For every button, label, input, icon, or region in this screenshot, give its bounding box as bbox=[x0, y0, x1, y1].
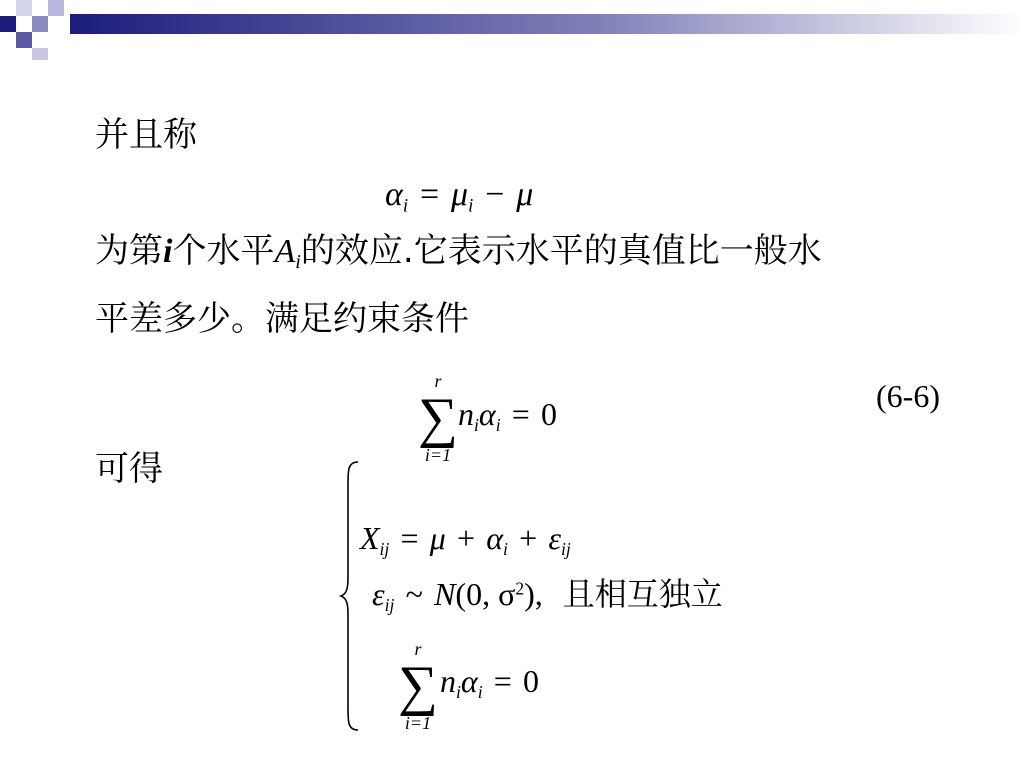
deco-square bbox=[32, 32, 48, 48]
constraint-equation: $n_i\alpha_i = 0$ bbox=[458, 396, 557, 436]
deco-square bbox=[32, 16, 48, 32]
equation-number: (6-6) bbox=[876, 378, 940, 414]
deco-square bbox=[32, 0, 48, 16]
alpha-symbol: α bbox=[385, 176, 403, 213]
header-gradient-bar bbox=[70, 14, 1024, 34]
deco-square bbox=[16, 16, 32, 32]
deco-square bbox=[48, 0, 64, 16]
constraint-intro-text: 平差多少。满足约束条件 bbox=[95, 299, 469, 339]
deco-square bbox=[0, 0, 16, 16]
deco-square bbox=[0, 16, 16, 32]
deco-square bbox=[16, 0, 32, 16]
summation-symbol-system: r ∑ i=1 bbox=[398, 639, 438, 733]
deco-square bbox=[48, 16, 64, 32]
effect-description-line: 为第i个水平Ai的效应.它表示水平的真值比一般水 bbox=[95, 231, 822, 274]
left-brace bbox=[338, 460, 368, 732]
deco-square bbox=[16, 32, 32, 48]
deco-square bbox=[32, 48, 48, 60]
system-constraint-row: $n_i\alpha_i = 0$ bbox=[440, 663, 539, 703]
model-equation-row: $X_{ij} = \mu + \alpha_i + \varepsilon_{ij}$ bbox=[360, 520, 571, 560]
alpha-definition-equation: $\alpha_i = \mu_i - \mu$ bbox=[385, 176, 534, 217]
summation-symbol: r ∑ i=1 bbox=[418, 371, 458, 465]
header-decoration bbox=[0, 0, 1024, 70]
intro-text: 并且称 bbox=[95, 115, 197, 155]
error-distribution-row: $\varepsilon_{ij}$ ~ N(0, $\sigma^2$), 且相互独立 bbox=[372, 575, 723, 616]
result-intro-text: 可得 bbox=[95, 449, 163, 489]
